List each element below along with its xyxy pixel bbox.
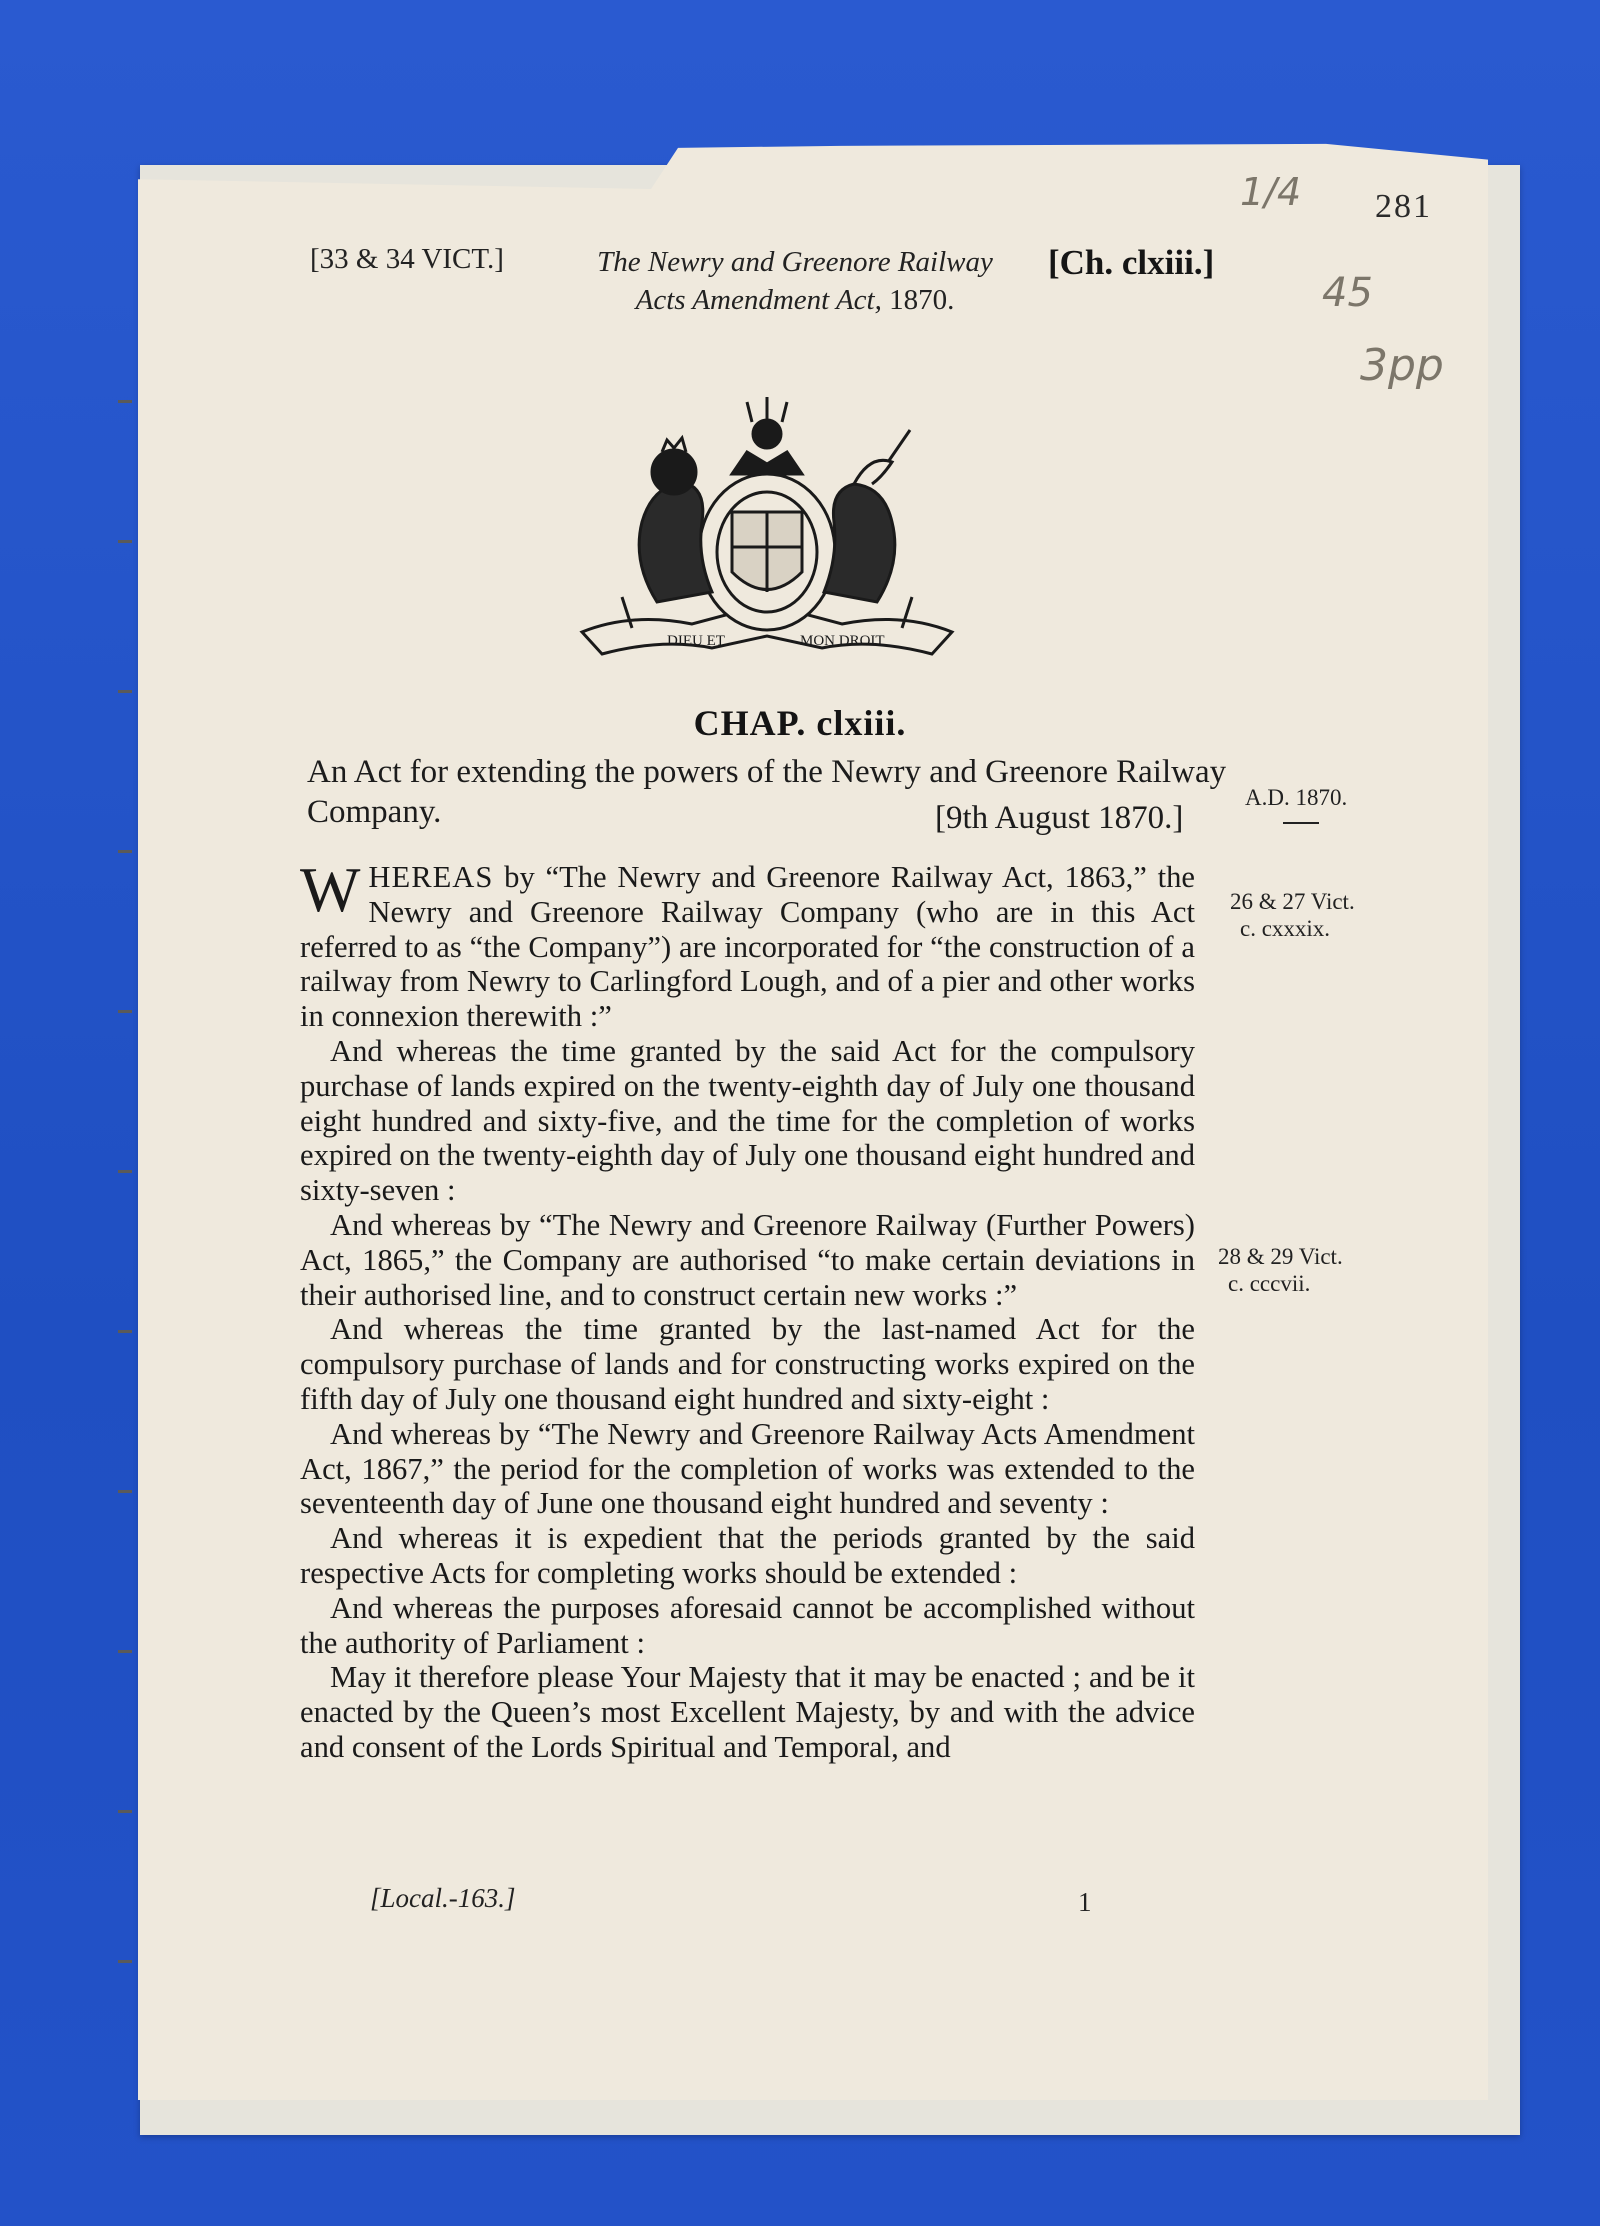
margin-citation-line: 28 & 29 Vict.: [1218, 1244, 1343, 1269]
margin-year: A.D. 1870.: [1245, 785, 1348, 810]
preamble-paragraph: And whereas the time granted by the said Act for the compulsory purchase of lands expired on the twenty-eighth day of July one thousand eight hundred and sixty-five, and the time for the completion of works expired on the twenty-eighth day of July one thousand eight hundred and sixty-seven :: [300, 1033, 1195, 1208]
preamble-paragraph: And whereas by “The Newry and Greenore Railway (Further Powers) Act, 1865,” the Company are authorised “to make certain deviations in their authorised line, and to construct certain new works :”: [300, 1207, 1195, 1312]
header-act-name: [540, 243, 1050, 319]
handwritten-note: 3pp: [1360, 340, 1444, 391]
act-preamble: [300, 854, 1195, 1765]
header-act-name-line1: The Newry and Greenore Railway: [597, 246, 993, 278]
footer-local-ref: [Local.-163.]: [370, 1883, 516, 1913]
opening-word: HEREAS: [368, 860, 494, 894]
preamble-paragraph: May it therefore please Your Majesty that it may be enacted ; and be it enacted by the Queen’s most Excellent Majesty, by and with the advice and consent of the Lords Spiritual and Temporal, and: [300, 1660, 1195, 1764]
preamble-paragraph: And whereas the purposes aforesaid cannot be accomplished without the authority of Parliament :: [300, 1590, 1195, 1660]
drop-cap: W: [300, 854, 361, 925]
header-regnal-year: [33 & 34 VICT.]: [310, 243, 504, 275]
page-number: 281: [1375, 188, 1432, 225]
margin-citation-line: 26 & 27 Vict.: [1230, 889, 1355, 914]
preamble-paragraph: And whereas it is expedient that the periods granted by the said respective Acts for completing works should be extended :: [300, 1521, 1195, 1590]
header-chapter: [Ch. clxiii.]: [1048, 243, 1215, 282]
preamble-paragraph: [300, 854, 1195, 1034]
act-long-title: An Act for extending the powers of the Newry and Greenore Railway Company.: [307, 754, 1227, 830]
header-act-name-line2-text: Acts Amendment Act,: [635, 284, 882, 316]
margin-citation: [1218, 1243, 1368, 1297]
margin-rule: [1283, 822, 1319, 824]
motto-left: DIEU ET: [667, 633, 725, 649]
chapter-title: CHAP. clxiii.: [693, 703, 907, 743]
margin-citation-line: c. cccvii.: [1228, 1271, 1311, 1296]
paragraph-text: by “The Newry and Greenore Railway Act, 1863,” the Newry and Greenore Railway Company (who are in this Act referred to as “the Company”) are incorporated for “the construction of a railway from Newry to Carlingford Lough, and of a pier and other works in connexion therewith :”: [300, 860, 1195, 1034]
handwritten-note: 1/4: [1240, 170, 1302, 214]
header-act-name-line2: [540, 281, 1050, 319]
motto-right: MON DROIT: [800, 633, 885, 649]
header-year: 1870.: [889, 284, 955, 316]
royal-assent-date: [9th August 1870.]: [935, 800, 1184, 836]
preamble-paragraph: And whereas by “The Newry and Greenore Railway Acts Amendment Act, 1867,” the period for the completion of works was extended to the seventeenth day of June one thousand eight hundred and seventy :: [300, 1416, 1195, 1521]
margin-citation-line: c. cxxxix.: [1240, 916, 1331, 941]
footer-page-number: 1: [1078, 1887, 1092, 1917]
royal-coat-of-arms-icon: [572, 392, 962, 664]
margin-citation: [1230, 888, 1370, 942]
preamble-paragraph: And whereas the time granted by the last-named Act for the compulsory purchase of lands and for constructing works expired on the fifth day of July one thousand eight hundred and sixty-eight :: [300, 1312, 1195, 1416]
handwritten-note: 45: [1322, 270, 1373, 316]
